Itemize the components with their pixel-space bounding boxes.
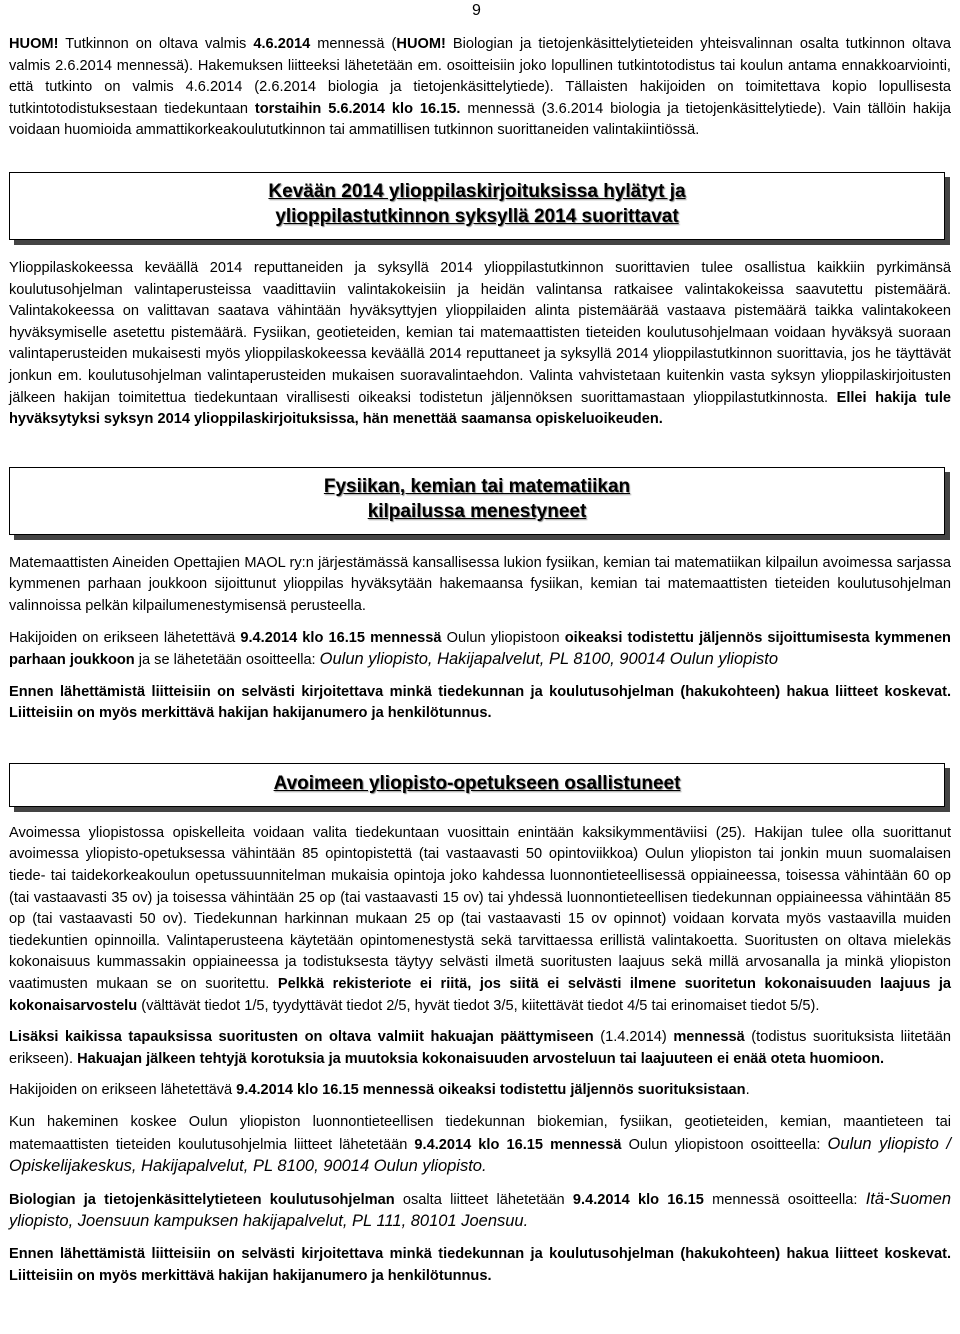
section-paragraph: Biologian ja tietojenkäsittelytieteen koulutusohjelman osalta liitteet lähetetään 9.4.2014 klo 16.15 mennessä osoitteella: Itä-Suomen yliopisto, Joensuun kampuksen hakijapalvelut, PL 111, 80101 Joensuu. [9, 1189, 952, 1231]
section-heading: Fysiikan, kemian tai matematiikan [323, 475, 631, 497]
postal-address: Oulun yliopisto / Opiskelijakeskus, Hakijapalvelut, PL 8100, 90014 Oulun yliopisto. [9, 1134, 951, 1176]
page-number: 9 [472, 2, 481, 19]
section-paragraph: Hakijoiden on erikseen lähetettävä 9.4.2014 klo 16.15 mennessä oikeaksi todistettu jäljennös suorituksistaan. [9, 1082, 750, 1099]
section-paragraph: Kun hakeminen koskee Oulun yliopiston luonnontieteellisen tiedekunnan biokemian, fysiikan, geotieteiden, kemian, maantieteen tai matemaattisten tieteiden koulutusohjelmia liitteet lähetetään 9.4.2014 klo 16.15 mennessä Oulun yliopistoon osoitteella: Oulun yliopisto / Opiskelijakeskus, Hakijapalvelut, PL 8100, 90014 Oulun yliopisto. [9, 1114, 951, 1176]
section-paragraph: Hakijoiden on erikseen lähetettävä 9.4.2014 klo 16.15 mennessä Oulun yliopistoon oikeaksi todistettu jäljennös sijoittumisesta kymmenen parhaan joukkoon ja se lähetetään osoitteella: Oulun yliopisto, Hakijapalvelut, PL 8100, 90014 Oulun yliopisto [9, 629, 951, 669]
section-heading-box [9, 763, 945, 807]
section-paragraph: Lisäksi kaikissa tapauksissa suoritusten on oltava valmiit hakuajan päättymiseen (1.4.2014) mennessä (todistus suorituksista liitetään erikseen). Hakuajan jälkeen tehtyjä korotuksia ja muutoksia kokonaisuuden arvosteluun tai laajuuteen ei enää oteta huomioon. [9, 1029, 951, 1067]
section-paragraph: Ennen lähettämistä liitteisiin on selvästi kirjoitettava minkä tiedekunnan ja koulutusohjelman (hakukohteen) hakua liitteet koskevat. Liitteisiin on myös merkittävä hakijan hakijanumero ja henkilötunnus. [9, 683, 951, 722]
section-heading: ylioppilastutkinnon syksyllä 2014 suorittavat [275, 205, 679, 227]
section-paragraph: Ylioppilaskokeessa keväällä 2014 reputtaneiden ja syksyllä 2014 ylioppilastutkinnon suorittavien tulee osallistua kaikkiin pyrkimänsä koulutusohjelman valintaperusteissa vaadittaviin valintakokeisiin ja heidän valintansa ratkaisee valintakokeissa saavutettu pistemäärä. Valintakokeessa on valittavan saatava vähintään hyväksyttyjen ylioppilaiden alinta pistemäärää vastaava pistemäärä taikka valintakokeen hyväksymiselle asetettu pistemäärä. Fysiikan, geotieteiden, kemian tai matemaattisten tieteiden koulutusohjelmaan voidaan hyväksyä suoraan valintaperusteiden mukaisesti myös ylioppilaskokeessa keväällä 2014 reputtaneet ja syksyllä 2014 ylioppilastutkinnon suorittavia, jos he täyttävät jonkun em. koulutusohjelman valintaperusteiden mukaisen suoravalintaehdon. Valinta vahvistetaan kuitenkin vasta syksyn ylioppilaskirjoitusten jälkeen hakijan toimitettua tiedekuntaan virallisesti oikeaksi todistetun jäljennöksen suorittamastaan ylioppilastutkinnosta. Ellei hakija tule hyväksytyksi syksyn 2014 ylioppilaskirjoituksissa, hän menettää saamansa opiskeluoikeuden. [9, 259, 951, 428]
section-heading: Avoimeen yliopisto-opetukseen osallistuneet [273, 772, 681, 794]
notice-label: HUOM! [396, 36, 446, 52]
section-heading-box [9, 172, 945, 240]
section-paragraph: Matemaattisten Aineiden Opettajien MAOL ry:n järjestämässä kansallisessa lukion fysiikan, kemian tai matematiikan kilpailun avoimessa sarjassa kymmenen parhaan joukkoon sijoittunut ylioppilas hyväksytään hakemaansa fysiikan, kemian tai matemaattisten tieteiden koulutusohjelman valinnoissa pelkän kilpailumenestymisensä perusteella. [9, 554, 951, 614]
section-heading: kilpailussa menestyneet [367, 500, 587, 522]
section-paragraph: Avoimessa yliopistossa opiskelleita voidaan valita tiedekuntaan vuosittain enintään kaksikymmentäviisi (25). Hakijan tulee olla suorittanut avoimessa yliopisto-opetuksessa vähintään 85 opintopistettä (tai vastaavasti 50 opintoviikkoa) Oulun yliopiston tai jonkin muun suomalaisen tiede- tai taidekorkeakoulun opetussuunnitelman mukaisia opintoja joko kahdessa luonnontieteellisessä oppiaineessa, toisessa vähintään 60 op (tai vastaavasti 35 ov) ja toisessa vähintään 25 op (tai vastaavasti 15 ov) tai yhdessä luonnontieteellisen tiedekunnan oppiaineessa vähintään 85 op (tai vastaavasti 50 ov). Tiedekunnan harkinnan mukaan 25 op (tai vastaavasti 15 ov opinnot) voidaan korvata myös vastaavilla muiden tiedekuntien opinnoilla. Valintaperusteena käytetään opintomenestystä sekä tarvittaessa erillistä valintakoetta. Suoritusten on oltava mielekäs kokonaisuus kummassakin oppiaineessa ja todistuksesta täytyy selvästi ilmetä suoritusten laajuus sekä millä arvosanalla ja minkä yliopiston vaatimusten mukaan se on suoritettu. Pelkkä rekisteriote ei riitä, jos siitä ei selvästi ilmene suoritetun kokonaisuuden laajuus ja kokonaisarvostelu (välttävät tiedot 1/5, tyydyttävät tiedot 2/5, hyvät tiedot 3/5, kiitettävät tiedot 4/5 tai erinomaiset tiedot 5/5). [9, 824, 951, 1014]
section-heading-box [9, 467, 945, 535]
postal-address: Oulun yliopisto, Hakijapalvelut, PL 8100, 90014 Oulun yliopisto [319, 650, 778, 669]
postal-address: Itä-Suomen yliopisto, Joensuun kampuksen hakijapalvelut, PL 111, 80101 Joensuu. [9, 1189, 952, 1231]
intro-paragraph: HUOM! Tutkinnon on oltava valmis 4.6.2014 mennessä (HUOM! Biologian ja tietojenkäsittelytieteiden yhteisvalinnan osalta tutkinnon oltava valmis 2.6.2014 mennessä). Hakemuksen liitteeksi lähetetään em. osoitteisiin joko lopullinen tutkintotodistus tai koulun antama ennakkoarviointi, että tutkinto on valmis 4.6.2014 (2.6.2014 biologia ja tietojenkäsittelytiede). Tällaisten hakijoiden on toimitettava kopio lopullisesta tutkintotodistuksestaan tiedekuntaan torstaihin 5.6.2014 klo 16.15. mennessä (3.6.2014 biologia ja tietojenkäsittelytiede). Vain tällöin hakija voidaan huomioida ammattikorkeakoulututkinnon tai ammatillisen tutkinnon suorittaneiden valintakiintiössä. [9, 36, 951, 139]
notice-label: HUOM! [9, 36, 59, 52]
section-paragraph: Ennen lähettämistä liitteisiin on selvästi kirjoitettava minkä tiedekunnan ja koulutusohjelman (hakukohteen) hakua liitteet koskevat. Liitteisiin on myös merkittävä hakijan hakijanumero ja henkilötunnus. [9, 1245, 951, 1284]
document-page [9, 34, 951, 1287]
section-heading: Kevään 2014 ylioppilaskirjoituksissa hylätyt ja [268, 180, 686, 202]
